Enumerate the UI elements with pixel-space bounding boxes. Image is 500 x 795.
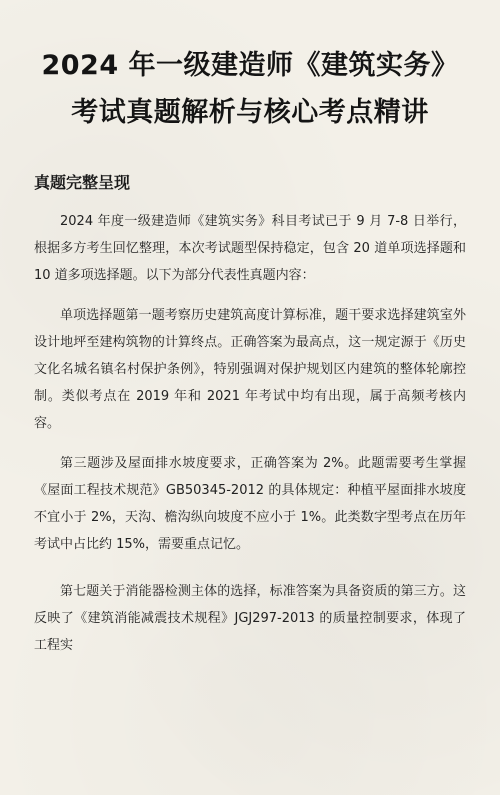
paragraph-question-1: 单项选择题第一题考察历史建筑高度计算标准，题干要求选择建筑室外设计地坪至建构筑物的计算终点。正确答案为最高点，这一规定源于《历史文化名城名镇名村保护条例》，特别强调对保护规划区内建筑的整体轮廓控制。类似考点在 2019 年和 2021 年考试中均有出现，属于高频考核内容。 bbox=[34, 308, 466, 431]
section-heading: 真题完整呈现 bbox=[34, 173, 131, 192]
article-title: 2024 年一级建造师《建筑实务》考试真题解析与核心考点精讲 bbox=[41, 50, 459, 128]
paragraph-question-3: 第三题涉及屋面排水坡度要求，正确答案为 2%。此题需要考生掌握《屋面工程技术规范》GB50345-2012 的具体规定：种植平屋面排水坡度不宜小于 2%，天沟、檐沟纵向坡度不应小于 1%。此类数字型考点在历年考试中占比约 15%，需要重点记忆。 bbox=[34, 456, 466, 552]
paragraph-question-7: 第七题关于消能器检测主体的选择，标准答案为具备资质的第三方。这反映了《建筑消能减震技术规程》JGJ297-2013 的质量控制要求，体现了工程实 bbox=[34, 584, 466, 653]
paragraph-intro: 2024 年度一级建造师《建筑实务》科目考试已于 9 月 7-8 日举行，根据多方考生回忆整理，本次考试题型保持稳定，包含 20 道单项选择题和 10 道多项选择题。以下为部分代表性真题内容： bbox=[34, 214, 466, 283]
